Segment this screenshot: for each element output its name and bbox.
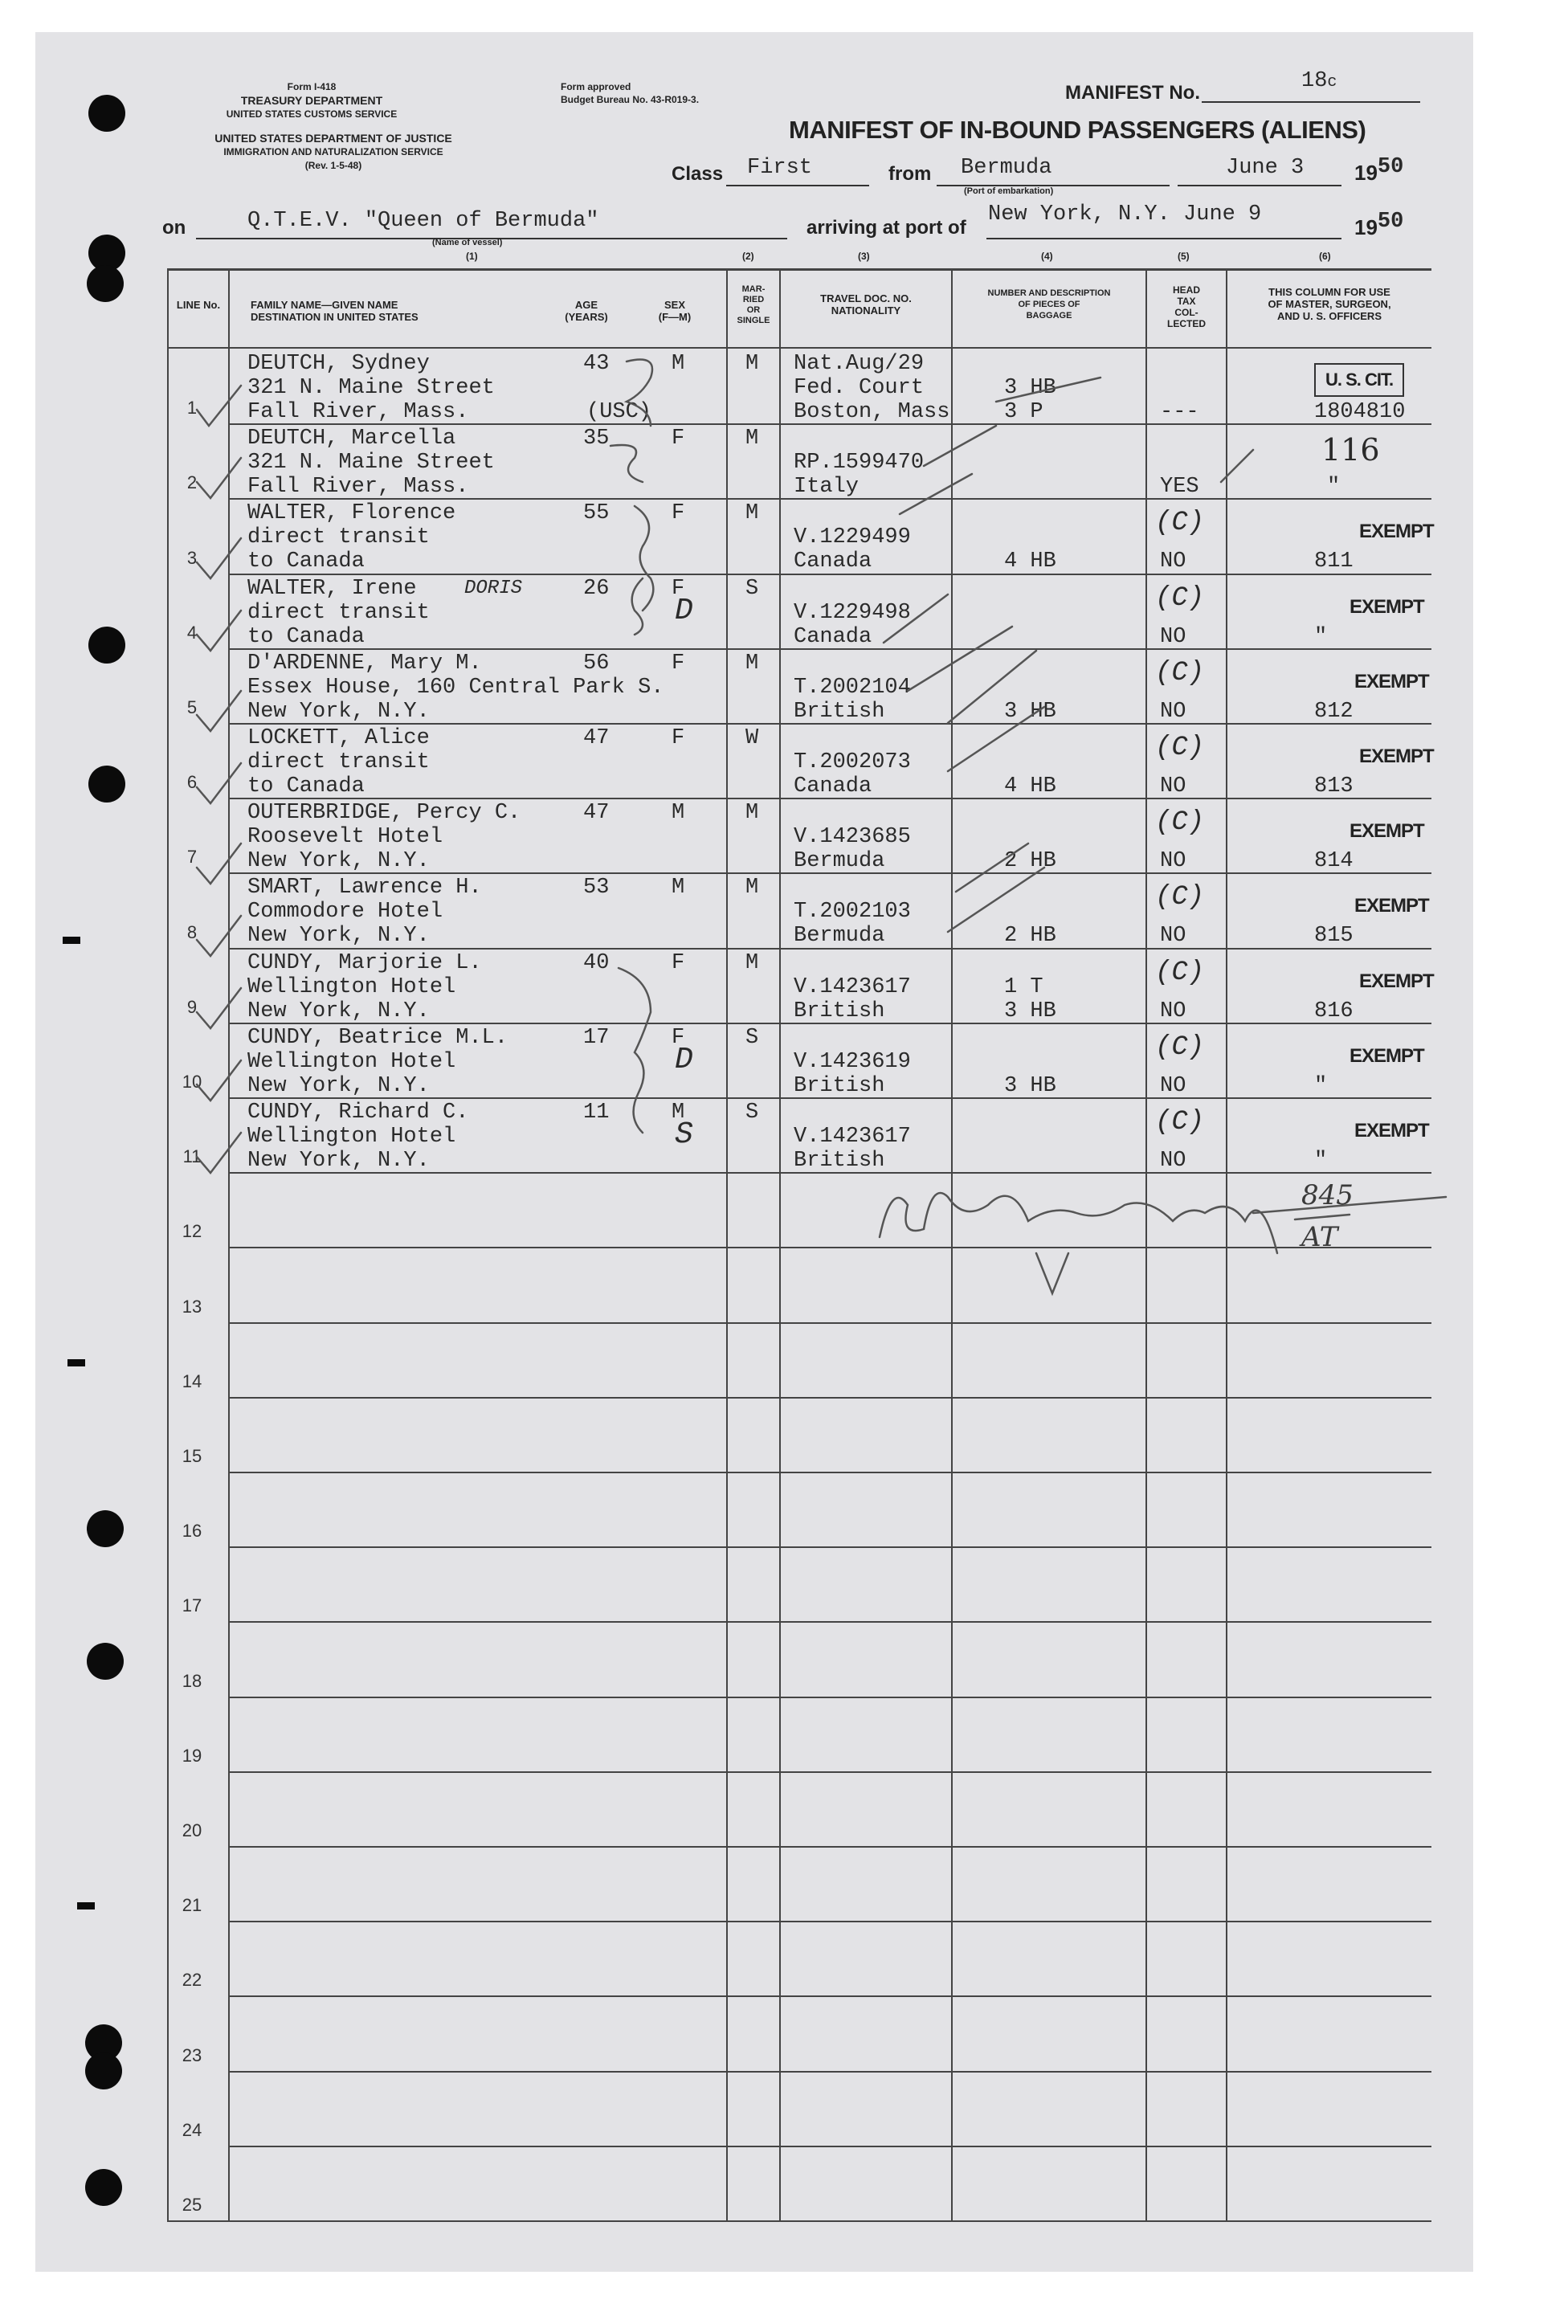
passenger-addr1: 321 N. Maine Street [247,451,495,475]
passenger-doc3: British [794,700,885,724]
passenger-officer: 815 [1314,924,1354,948]
from-label: from [888,163,932,185]
exempt-stamp: EXEMPT [1350,1045,1424,1067]
passenger-sex: F [672,951,685,975]
passenger-age: 56 [583,651,610,676]
arriving-label: arriving at port of [806,217,966,239]
passenger-addr2: New York, N.Y. [247,849,430,873]
passenger-tax: NO [1160,625,1186,649]
line-number: 23 [182,2045,202,2065]
passenger-name: CUNDY, Richard C. [247,1101,469,1125]
us-citizen-stamp-text: U. S. CIT. [1325,370,1394,390]
vessel-col-number: (1) [466,251,478,262]
bracket [632,578,643,635]
passenger-tax-mark: (C) [1155,583,1205,614]
tick-line [924,426,996,466]
passenger-age: 53 [583,876,610,900]
exempt-stamp: EXEMPT [1350,596,1424,618]
col-number-6: (6) [1319,251,1331,262]
checkmark [197,843,241,884]
manifest-suffix: c [1327,73,1337,92]
passenger-tax-mark: (C) [1155,508,1205,538]
line-number: 10 [182,1072,202,1092]
passenger-officer: 116 [1321,432,1380,468]
passenger-doc2: V.1229499 [794,525,911,549]
passenger-ms: S [745,577,759,601]
col-number-4: (4) [1041,251,1053,262]
passenger-addr2: New York, N.Y. [247,999,430,1023]
passenger-bag2: 3 HB [1004,1074,1056,1098]
passenger-addr1: Wellington Hotel [247,1125,456,1149]
us-citizen-stamp [1314,363,1404,397]
line-number: 12 [182,1221,202,1241]
form-revision: (Rev. 1-5-48) [304,160,362,171]
checkmark [197,538,241,578]
passenger-officer: 814 [1314,849,1354,873]
passenger-addr2: to Canada [247,625,365,649]
passenger-sex: M [672,1101,685,1125]
checkmark [197,386,241,426]
passenger-sex-note: D [675,1043,693,1077]
passenger-addr1: Wellington Hotel [247,975,456,999]
tick-line [884,594,948,643]
passenger-doc3: Canada [794,549,872,574]
line-number: 6 [186,772,198,792]
passenger-tax: NO [1160,999,1186,1023]
line-number: 4 [186,623,198,643]
passenger-tax: NO [1160,924,1186,948]
col-header-sex: SEX (F—M) [658,299,692,323]
passenger-tax: NO [1160,700,1186,724]
passenger-addr2: Fall River, Mass. [247,400,469,424]
passenger-officer: " [1314,625,1328,649]
ins-service: IMMIGRATION AND NATURALIZATION SERVICE [223,146,443,157]
passenger-bag2: 4 HB [1004,549,1056,574]
line-number: 9 [186,997,198,1017]
passenger-tax-mark: (C) [1155,658,1205,688]
passenger-bag1: 1 T [1004,975,1043,999]
passenger-ms: M [745,801,759,825]
passenger-addr2: Fall River, Mass. [247,475,469,499]
passenger-addr2: to Canada [247,549,365,574]
passenger-ms: M [745,427,759,451]
checkmark [197,1133,241,1173]
passenger-doc3: British [794,1074,885,1098]
line-number: 14 [182,1371,202,1391]
passenger-name: D'ARDENNE, Mary M. [247,651,482,676]
passenger-officer: " [1314,1149,1328,1173]
exempt-stamp: EXEMPT [1354,895,1429,917]
passenger-doc2: T.2002104 [794,676,911,700]
passenger-name: WALTER, Irene [247,577,417,601]
depart-date: June 3 [1226,156,1305,180]
line-number: 13 [182,1297,202,1317]
passenger-ms: M [745,876,759,900]
col-header-travel: TRAVEL DOC. NO. NATIONALITY [820,292,912,317]
passenger-tax: --- [1160,400,1199,424]
depart-year-value: 50 [1377,155,1404,179]
bracket [627,360,652,427]
passenger-bag2: 3 P [1004,400,1043,424]
passenger-addr2: New York, N.Y. [247,924,430,948]
line-number: 16 [182,1521,202,1541]
passenger-name-note: DORIS [464,578,523,599]
passenger-doc3: Bermuda [794,924,885,948]
passenger-tax-mark: (C) [1155,807,1205,838]
passenger-age: 55 [583,501,610,525]
passenger-addr1: Roosevelt Hotel [247,825,443,849]
passenger-age: 11 [583,1101,610,1125]
line-number: 5 [186,697,198,717]
passenger-age-note: (USC) [586,400,652,424]
signature-initials: AT [1301,1221,1338,1253]
tick-line [1221,450,1253,482]
passenger-doc1: Nat.Aug/29 [794,352,925,376]
arrive-year-value: 50 [1377,210,1404,234]
passenger-officer: 816 [1314,999,1354,1023]
passenger-doc2: V.1423619 [794,1050,911,1074]
passenger-age: 26 [583,577,610,601]
passenger-doc3: Bermuda [794,849,885,873]
passenger-officer: " [1314,1074,1328,1098]
class-value: First [747,156,813,180]
passenger-tax-mark: (C) [1155,882,1205,913]
passenger-doc2: V.1423617 [794,1125,911,1149]
passenger-age: 43 [583,352,610,376]
line-number: 19 [182,1746,202,1766]
passenger-tax-mark: (C) [1155,733,1205,763]
passenger-sex: F [672,501,685,525]
col-number-3: (3) [858,251,870,262]
tick-line [948,707,1044,771]
embarkation-caption: (Port of embarkation) [964,186,1054,196]
line-number: 3 [186,548,198,568]
depart-year-prefix: 19 [1354,161,1378,185]
manifest-no-label: MANIFEST No. [1065,82,1200,104]
passenger-age: 17 [583,1026,610,1050]
passenger-doc2: RP.1599470 [794,451,925,475]
passenger-bag2: 4 HB [1004,774,1056,798]
passenger-doc2: V.1229498 [794,601,911,625]
passenger-officer: 813 [1314,774,1354,798]
line-number: 8 [186,922,198,942]
passenger-ms: M [745,651,759,676]
treasury-department: TREASURY DEPARTMENT [240,94,383,107]
passenger-doc3: Canada [794,774,872,798]
tick-line [948,651,1036,723]
passenger-tax-mark: (C) [1155,958,1205,988]
passenger-bag2: 2 HB [1004,924,1056,948]
passenger-name: OUTERBRIDGE, Percy C. [247,801,521,825]
checkmark [197,763,241,803]
passenger-doc2: Fed. Court [794,376,925,400]
exempt-stamp: EXEMPT [1359,521,1434,542]
passenger-name: WALTER, Florence [247,501,456,525]
passenger-tax: YES [1160,475,1199,499]
bracket [635,506,653,611]
passenger-doc2: T.2002103 [794,900,911,924]
bracket [610,445,643,482]
passenger-sex-note: S [675,1117,693,1152]
on-label: on [162,217,186,239]
line-number: 22 [182,1970,202,1990]
passenger-sex-note: D [675,594,693,628]
line-number: 24 [182,2120,202,2140]
arrive-year-prefix: 19 [1354,215,1378,239]
passenger-addr1: Essex House, 160 Central Park S. [247,676,664,700]
passenger-tax: NO [1160,774,1186,798]
passenger-sex: F [672,427,685,451]
passenger-officer-mark: " [1327,475,1341,499]
passenger-doc3: British [794,999,885,1023]
col-number-2: (2) [742,251,754,262]
passenger-doc3: Italy [794,475,860,499]
passenger-ms: S [745,1026,759,1050]
passenger-ms: S [745,1101,759,1125]
col-number-5: (5) [1178,251,1190,262]
form-number: Form I-418 [287,81,337,92]
passenger-name: CUNDY, Beatrice M.L. [247,1026,508,1050]
passenger-sex: F [672,577,685,601]
passenger-doc2: V.1423685 [794,825,911,849]
signature-fraction-line [1295,1215,1350,1219]
manifest-title: MANIFEST OF IN-BOUND PASSENGERS (ALIENS) [789,116,1366,144]
col-header-baggage: NUMBER AND DESCRIPTION OF PIECES OF BAGGAGE [987,288,1111,321]
passenger-sex: M [672,876,685,900]
justice-department: UNITED STATES DEPARTMENT OF JUSTICE [214,132,452,145]
passenger-ms: M [745,352,759,376]
passenger-addr2: New York, N.Y. [247,700,430,724]
passenger-officer: 812 [1314,700,1354,724]
checkmark [197,1060,241,1101]
passenger-name: DEUTCH, Marcella [247,427,456,451]
passenger-ms: M [745,501,759,525]
passenger-addr2: New York, N.Y. [247,1149,430,1173]
arrival-port: New York, N.Y. June 9 [988,202,1262,227]
exempt-stamp: EXEMPT [1359,970,1434,992]
line-number: 21 [182,1895,202,1915]
passenger-tax: NO [1160,1149,1186,1173]
passenger-addr1: direct transit [247,525,430,549]
budget-bureau: Budget Bureau No. 43-R019-3. [561,94,700,105]
line-number: 18 [182,1671,202,1691]
checkmark [197,458,241,498]
passenger-age: 47 [583,726,610,750]
passenger-sex: F [672,651,685,676]
passenger-age: 47 [583,801,610,825]
exempt-stamp: EXEMPT [1359,745,1434,767]
tick-line [996,378,1100,402]
passenger-ms: W [745,726,759,750]
passenger-doc3: Boston, Mass [794,400,950,424]
passenger-addr1: 321 N. Maine Street [247,376,495,400]
from-value: Bermuda [961,156,1052,180]
checkmark [197,611,241,651]
passenger-bag2: 2 HB [1004,849,1056,873]
line-number: 25 [182,2195,202,2215]
passenger-name: LOCKETT, Alice [247,726,430,750]
checkmark [197,916,241,956]
line-number: 17 [182,1595,202,1615]
passenger-sex: M [672,801,685,825]
passenger-doc3: British [794,1149,885,1173]
passenger-age: 35 [583,427,610,451]
passenger-tax-mark: (C) [1155,1107,1205,1137]
passenger-bag1: 3 HB [1004,376,1056,400]
passenger-age: 40 [583,951,610,975]
passenger-ms: M [745,951,759,975]
passenger-name: CUNDY, Marjorie L. [247,951,482,975]
tick-line [948,868,1044,932]
manifest-number: 18 [1301,69,1328,93]
line-number: 1 [186,398,198,418]
tick-line [908,627,1012,691]
passenger-bag2: 3 HB [1004,999,1056,1023]
passenger-addr1: direct transit [247,750,430,774]
passenger-doc3: Canada [794,625,872,649]
col-header-married: MAR- RIED OR SINGLE [737,284,770,325]
col-header-name: FAMILY NAME—GIVEN NAME DESTINATION IN UNITED STATES [251,299,419,323]
col-header-headtax: HEAD TAX COL- LECTED [1167,284,1206,329]
passenger-name: SMART, Lawrence H. [247,876,482,900]
signature-time: 845 [1301,1179,1354,1211]
passenger-tax-mark: (C) [1155,1032,1205,1063]
passenger-doc2: V.1423617 [794,975,911,999]
line-number: 20 [182,1820,202,1840]
checkmark [197,691,241,731]
passenger-doc2: T.2002073 [794,750,911,774]
passenger-addr1: Commodore Hotel [247,900,443,924]
passenger-tax: NO [1160,1074,1186,1098]
line-number: 15 [182,1446,202,1466]
vessel-name: Q.T.E.V. "Queen of Bermuda" [247,209,599,233]
passenger-addr1: direct transit [247,601,430,625]
passenger-addr2: to Canada [247,774,365,798]
passenger-bag2: 3 HB [1004,700,1056,724]
passenger-officer: 1804810 [1314,400,1406,424]
passenger-tax: NO [1160,549,1186,574]
exempt-stamp: EXEMPT [1350,820,1424,842]
signature-tail [1036,1253,1068,1293]
passenger-addr1: Wellington Hotel [247,1050,456,1074]
col-header-officers: THIS COLUMN FOR USE OF MASTER, SURGEON, AND U. S. OFFICERS [1268,286,1391,322]
passenger-sex: M [672,352,685,376]
passenger-tax: NO [1160,849,1186,873]
passenger-sex: F [672,1026,685,1050]
passenger-sex: F [672,726,685,750]
exempt-stamp: EXEMPT [1354,1120,1429,1142]
col-header-line: LINE No. [176,299,221,311]
line-number: 11 [182,1146,202,1166]
checkmark [197,988,241,1028]
customs-service: UNITED STATES CUSTOMS SERVICE [226,108,398,120]
passenger-name: DEUTCH, Sydney [247,352,430,376]
bracket [619,968,651,1133]
passenger-officer: 811 [1314,549,1354,574]
line-number: 2 [186,472,198,492]
vessel-caption: (Name of vessel) [432,238,503,247]
passenger-addr2: New York, N.Y. [247,1074,430,1098]
col-header-age: AGE (YEARS) [565,299,608,323]
class-label: Class [672,163,724,185]
exempt-stamp: EXEMPT [1354,671,1429,692]
form-approved: Form approved [561,81,631,92]
tick-line [900,474,972,514]
line-number: 7 [186,847,198,867]
